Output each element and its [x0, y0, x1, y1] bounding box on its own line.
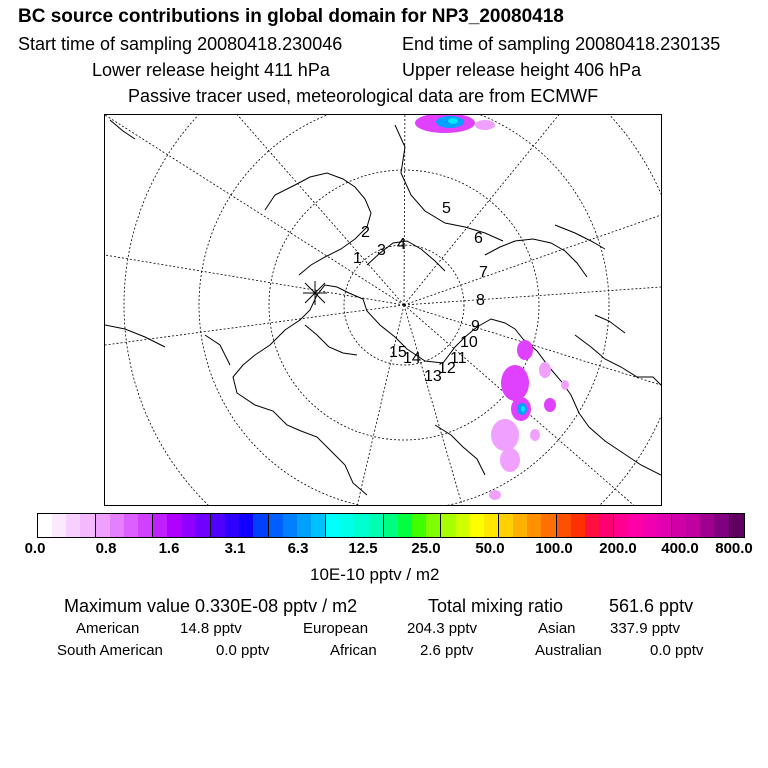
track-label: 6 [474, 230, 483, 247]
upper-release-height: Upper release height 406 hPa [402, 60, 642, 80]
colorbar-swatch [541, 514, 555, 537]
polar-map [105, 115, 661, 505]
colorbar-swatch [484, 514, 498, 537]
lower-release-height: Lower release height 411 hPa [92, 60, 330, 80]
region-value: 0.0 pptv [650, 642, 704, 659]
region-name: South American [57, 642, 163, 659]
region-name: Australian [535, 642, 602, 659]
colorbar-swatch [470, 514, 484, 537]
total-mixing-label: Total mixing ratio [428, 596, 564, 616]
meridian-lines [105, 115, 661, 505]
colorbar-swatch [456, 514, 470, 537]
region-value: 204.3 pptv [407, 620, 478, 637]
colorbar-swatch [440, 514, 455, 537]
colorbar-swatch [110, 514, 124, 537]
colorbar-swatch [52, 514, 66, 537]
colorbar-tick: 200.0 [599, 540, 637, 557]
track-label: 9 [471, 318, 480, 335]
colorbar-swatch [340, 514, 354, 537]
colorbar-tick: 6.3 [287, 540, 309, 557]
colorbar-swatch [283, 514, 297, 537]
start-time: Start time of sampling 20080418.230046 [18, 34, 343, 54]
colorbar-swatch [325, 514, 340, 537]
track-label: 13 [424, 368, 442, 385]
region-name: European [303, 620, 369, 637]
map-title: BC source contributions in global domain for NP3_20080418 [18, 6, 564, 27]
colorbar-tick: 12.5 [348, 540, 378, 557]
end-time: End time of sampling 20080418.230135 [402, 34, 721, 54]
colorbar-swatch [513, 514, 527, 537]
track-label: 2 [361, 224, 370, 241]
colorbar-swatch [700, 514, 714, 537]
colorbar-swatch [196, 514, 210, 537]
colorbar-swatch [643, 514, 657, 537]
colorbar-swatch [714, 514, 728, 537]
max-value: Maximum value 0.330E-08 pptv / m2 [64, 596, 358, 616]
colorbar-swatch [138, 514, 152, 537]
colorbar-swatch [412, 514, 426, 537]
colorbar [37, 513, 745, 538]
colorbar-swatch [729, 514, 744, 537]
colorbar-swatch [556, 514, 571, 537]
release-location-marker [303, 281, 327, 305]
colorbar-tick: 100.0 [535, 540, 573, 557]
colorbar-swatch [297, 514, 311, 537]
colorbar-swatch [671, 514, 686, 537]
colorbar-tick: 50.0 [475, 540, 505, 557]
track-label: 8 [476, 292, 485, 309]
colorbar-swatch [253, 514, 267, 537]
region-value: 2.6 pptv [420, 642, 474, 659]
colorbar-swatch [369, 514, 383, 537]
concentration-blobs [415, 115, 569, 500]
colorbar-swatch [124, 514, 138, 537]
track-label: 11 [450, 350, 467, 367]
colorbar-swatch [268, 514, 283, 537]
colorbar-swatch [354, 514, 368, 537]
colorbar-tick: 800.0 [715, 540, 753, 557]
colorbar-swatch [571, 514, 585, 537]
colorbar-swatch [167, 514, 181, 537]
colorbar-swatch [383, 514, 398, 537]
colorbar-unit: 10E-10 pptv / m2 [310, 565, 440, 584]
region-name: African [330, 642, 377, 659]
colorbar-tick: 1.6 [158, 540, 180, 557]
colorbar-swatch [527, 514, 541, 537]
colorbar-swatch [95, 514, 110, 537]
colorbar-swatch [657, 514, 671, 537]
colorbar-tick: 400.0 [661, 540, 699, 557]
region-name: Asian [538, 620, 576, 637]
track-label: 12 [438, 360, 456, 377]
colorbar-swatch [628, 514, 642, 537]
colorbar-swatch [210, 514, 225, 537]
track-label: 15 [389, 344, 407, 361]
total-mixing-value: 561.6 pptv [609, 596, 694, 616]
colorbar-swatch [152, 514, 167, 537]
colorbar-swatch [66, 514, 80, 537]
colorbar-tick: 3.1 [224, 540, 246, 557]
colorbar-swatch [426, 514, 440, 537]
colorbar-tick: 0.8 [95, 540, 117, 557]
colorbar-swatch [239, 514, 253, 537]
colorbar-swatch [38, 514, 52, 537]
colorbar-swatch [585, 514, 599, 537]
colorbar-swatch [225, 514, 239, 537]
track-label: 3 [377, 242, 386, 259]
colorbar-swatch [311, 514, 325, 537]
region-name: American [76, 620, 140, 637]
colorbar-swatch [182, 514, 196, 537]
colorbar-swatch [498, 514, 513, 537]
track-label: 5 [442, 200, 451, 217]
track-label: 14 [403, 350, 421, 367]
colorbar-swatch [613, 514, 628, 537]
polar-map-panel [104, 114, 662, 506]
colorbar-swatch [80, 514, 94, 537]
colorbar-tick: 0.0 [24, 540, 46, 557]
region-value: 14.8 pptv [180, 620, 242, 637]
tracer-note: Passive tracer used, meteorological data are from ECMWF [128, 86, 599, 106]
track-label: 1 [353, 250, 362, 267]
colorbar-tick: 25.0 [411, 540, 441, 557]
region-value: 0.0 pptv [216, 642, 270, 659]
colorbar-swatch [398, 514, 412, 537]
track-label: 10 [460, 334, 478, 351]
track-label: 7 [479, 264, 488, 281]
track-label: 4 [397, 236, 406, 253]
colorbar-swatch [686, 514, 700, 537]
colorbar-swatch [599, 514, 613, 537]
latitude-circles [124, 115, 661, 505]
region-value: 337.9 pptv [610, 620, 681, 637]
